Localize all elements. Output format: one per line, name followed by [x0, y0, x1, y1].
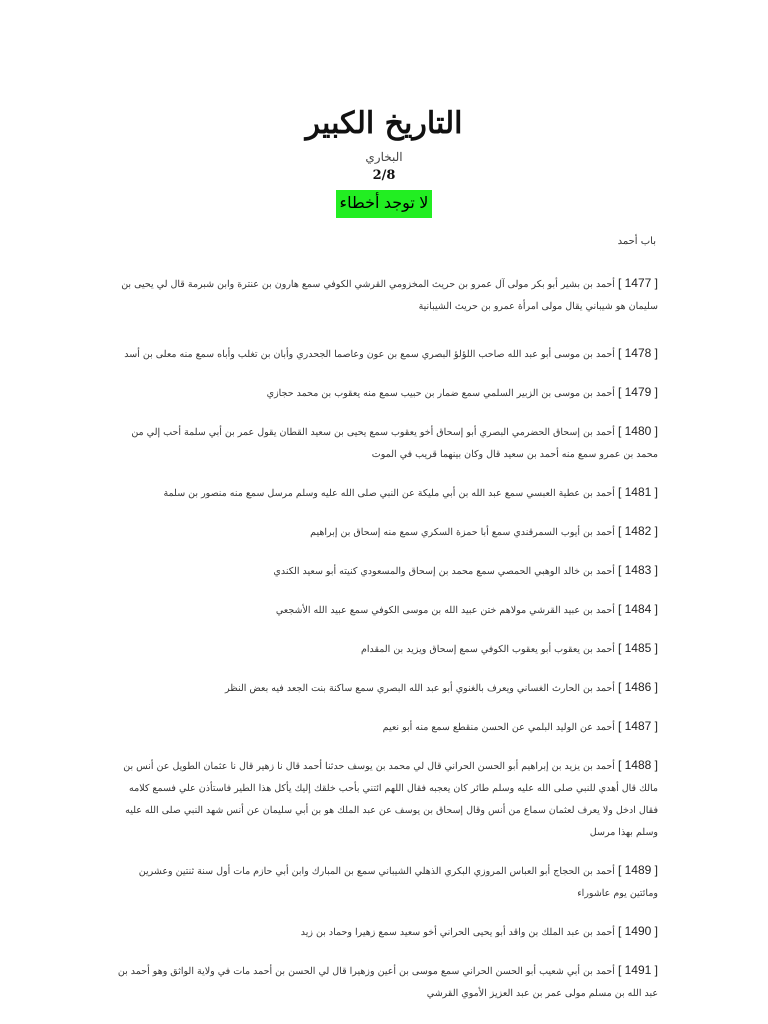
entry-number: [ 1480 ]	[617, 424, 658, 438]
list-item	[110, 342, 658, 366]
list-item	[110, 676, 658, 700]
list-item	[110, 754, 658, 844]
entry-text: أحمد بن يزيد بن إبراهيم أبو الحسن الحراني قال لي محمد بن يوسف حدثنا أحمد قال نا زهير قال نا عثمان الطويل عن أنس بن مالك قال أهدي للنبي صلى الله عليه وسلم طائر كان يعجبه فقال اللهم ائتني بأحب خلقك إليك يأكل هذا الطير فاستأذن علي فسمع كلامه فقال ادخل ولا يعرف لعثمان سماع من أنس وقال إسحاق بن يوسف عن عبد الملك هو بن أبي سليمان عن أنس شهد النبي صلى الله عليه وسلم بهذا مرسل	[123, 761, 658, 838]
list-item	[110, 272, 658, 318]
list-item	[110, 420, 658, 466]
volume-number: 2/8	[372, 168, 396, 183]
entry-text: أحمد بن بشير أبو بكر مولى آل عمرو بن حريث المخزومي القرشي الكوفي سمع هارون بن عنترة وابن شبرمة قال لي يحيى بن سليمان هو شيباني يقال مولى امرأة عمرو بن حريث الشيبانية	[121, 279, 658, 312]
list-item	[110, 520, 658, 544]
entry-text: أحمد بن يعقوب أبو يعقوب الكوفي سمع إسحاق ويزيد بن المقدام	[360, 644, 618, 655]
list-item	[110, 559, 658, 583]
entry-number: [ 1479 ]	[617, 385, 658, 399]
entry-number: [ 1478 ]	[617, 346, 658, 360]
entry-text: أحمد بن عبيد القرشي مولاهم ختن عبيد الله بن موسى الكوفي سمع عبيد الله الأشجعي	[275, 605, 618, 616]
entry-text: أحمد عن الوليد البلمي عن الحسن منقطع سمع منه أبو نعيم	[382, 722, 618, 733]
entry-text: أحمد بن أبي شعيب أبو الحسن الحراني سمع موسى بن أعين وزهيرا قال لي الحسن بن أحمد مات في ولاية الواثق وهو أحمد بن عبد الله بن مسلم مولى عمر بن عبد العزيز الأموي القرشي	[117, 966, 658, 999]
list-item	[110, 959, 658, 1005]
document-title: التاريخ الكبير	[305, 106, 463, 141]
entry-number: [ 1484 ]	[617, 602, 658, 616]
entry-text: أحمد بن الحجاج أبو العباس المروزي البكري الذهلي الشيباني سمع بن المبارك وابن أبي حازم مات أول سنة ثنتين وعشرين ومائتين يوم عاشوراء	[138, 866, 658, 899]
entry-number: [ 1483 ]	[617, 563, 658, 577]
status-badge: لا توجد أخطاء	[336, 190, 433, 218]
list-item	[110, 920, 658, 944]
status-container	[0, 190, 768, 218]
entry-text: أحمد بن عطية العبسي سمع عبد الله بن أبي مليكة عن النبي صلى الله عليه وسلم مرسل سمع منه منصور بن سلمة	[163, 488, 618, 499]
list-item	[110, 481, 658, 505]
entry-number: [ 1489 ]	[617, 863, 658, 877]
entry-text: أحمد بن موسى أبو عبد الله صاحب اللؤلؤ البصري سمع بن عون وعاصما الجحدري وأبان بن تغلب وأباه سمع منه معلى بن أسد	[124, 349, 618, 360]
entry-list	[110, 272, 658, 1005]
author-name: البخاري	[365, 150, 403, 164]
entry-text: أحمد بن أيوب السمرقندي سمع أبا حمزة السكري سمع منه إسحاق بن إبراهيم	[310, 527, 618, 538]
entry-number: [ 1486 ]	[617, 680, 658, 694]
entry-number: [ 1487 ]	[617, 719, 658, 733]
list-item	[110, 381, 658, 405]
entry-text: أحمد بن عبد الملك بن واقد أبو يحيى الحراني أخو سعيد سمع زهيرا وحماد بن زيد	[300, 927, 618, 938]
entry-text: أحمد بن الحارث الغساني ويعرف بالغنوي أبو عبد الله البصري سمع ساكنة بنت الجعد فيه بعض النظر	[224, 683, 618, 694]
entry-number: [ 1491 ]	[617, 963, 658, 977]
entry-number: [ 1477 ]	[617, 276, 658, 290]
entry-text: أحمد بن إسحاق الحضرمي البصري أبو إسحاق أخو يعقوب سمع يحيى بن سعيد القطان يقول عمر بن أبي سلمة أحب إلي من محمد بن عمرو سمع منه أحمد بن سعيد قال وكان بينهما قريب في الموت	[131, 427, 658, 460]
entry-number: [ 1485 ]	[617, 641, 658, 655]
list-item	[110, 637, 658, 661]
list-item	[110, 859, 658, 905]
chapter-heading: باب أحمد	[617, 236, 656, 247]
entry-text: أحمد بن موسى بن الزبير السلمي سمع ضمار بن حبيب سمع منه يعقوب بن محمد حجازي	[266, 388, 618, 399]
entry-number: [ 1490 ]	[617, 924, 658, 938]
entry-text: أحمد بن خالد الوهبي الحمصي سمع محمد بن إسحاق والمسعودي كنيته أبو سعيد الكندي	[273, 566, 618, 577]
entry-number: [ 1482 ]	[617, 524, 658, 538]
entry-number: [ 1488 ]	[617, 758, 658, 772]
entry-number: [ 1481 ]	[617, 485, 658, 499]
list-item	[110, 715, 658, 739]
list-item	[110, 598, 658, 622]
